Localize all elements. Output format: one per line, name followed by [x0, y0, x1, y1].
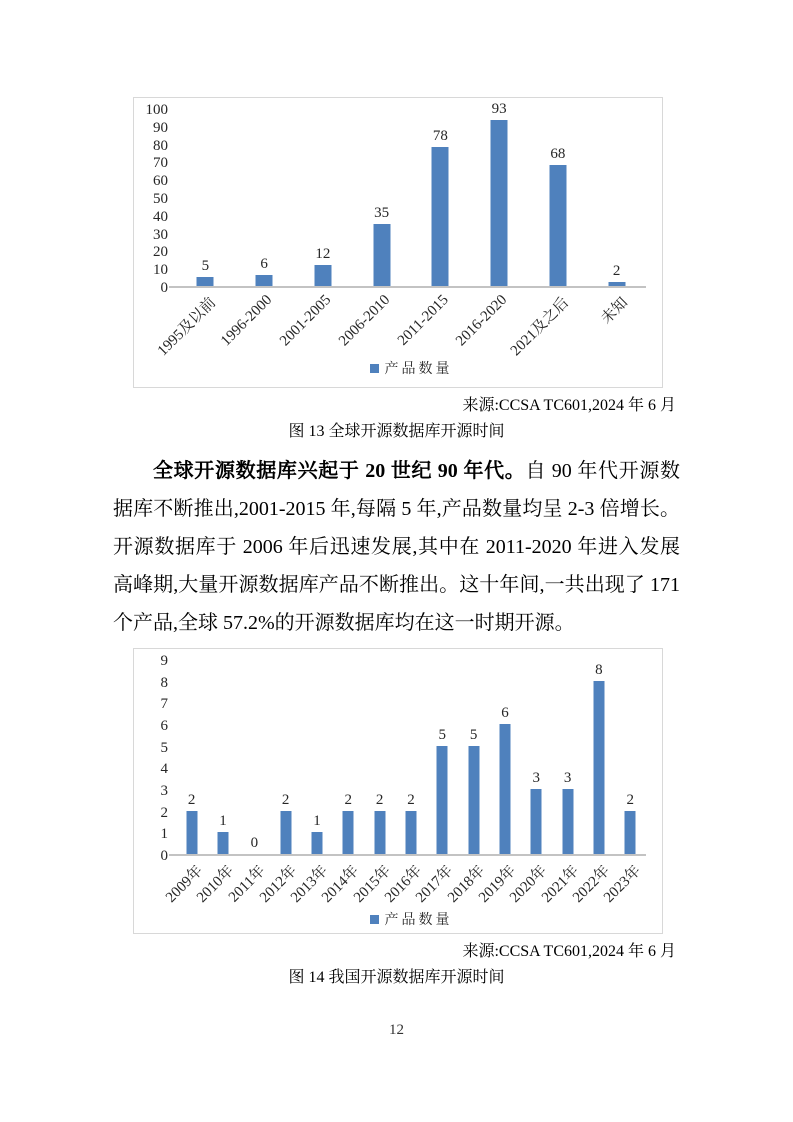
paragraph-bold-lead: 全球开源数据库兴起于 20 世纪 90 年代。: [153, 460, 526, 482]
bar: [280, 811, 291, 854]
bar-value-label: 2: [344, 791, 353, 808]
chart-area: [134, 649, 662, 933]
bar-column: [411, 110, 470, 288]
bar-value-label: 2: [187, 791, 196, 808]
bar-column: [207, 661, 238, 856]
bar-value-label: 8: [595, 661, 603, 678]
legend-label: 产品数量: [384, 913, 453, 928]
x-axis-label: 2023年: [601, 862, 645, 906]
bar-value-label: 2: [626, 791, 634, 808]
bar-value-label: 35: [374, 204, 390, 221]
y-tick-label: 30: [153, 226, 168, 243]
bar: [437, 746, 448, 854]
y-tick-label: 7: [160, 696, 168, 713]
x-axis: [162, 856, 646, 906]
bar-value-label: 68: [550, 145, 566, 162]
plot-row: [142, 101, 646, 296]
x-axis-label: 2021年: [538, 862, 582, 906]
bar: [256, 275, 273, 286]
y-tick-label: 40: [153, 208, 168, 225]
figure14-chart: [133, 648, 663, 934]
bar: [186, 811, 197, 854]
bar: [531, 789, 542, 854]
bar-value-label: 5: [438, 726, 447, 743]
bar: [625, 811, 636, 854]
page-number: 12: [389, 1022, 404, 1038]
bar-value-label: 2: [407, 791, 415, 808]
y-tick-label: 8: [160, 674, 168, 691]
y-tick-label: 6: [160, 718, 168, 735]
bar-value-label: 2: [375, 791, 384, 808]
bar-column: [176, 661, 207, 856]
bar-column: [615, 661, 646, 856]
x-axis-label: 2011年: [225, 862, 269, 906]
x-axis-label: 2014年: [319, 862, 363, 906]
x-axis-label: 2011-2015: [394, 292, 452, 349]
bar-value-label: 6: [260, 256, 268, 273]
x-axis: [155, 288, 646, 360]
x-axis-label: 2015年: [350, 862, 394, 906]
bar-value-label: 78: [432, 128, 448, 145]
bar-column: [458, 661, 489, 856]
bar-value-label: 0: [250, 835, 259, 851]
y-tick-label: 100: [145, 102, 168, 118]
bar-column: [521, 661, 552, 856]
chart-legend: [176, 906, 646, 932]
bar-value-label: 12: [315, 245, 331, 262]
x-axis-label: 2010年: [193, 862, 238, 906]
x-axis-label: 2006-2010: [335, 292, 393, 350]
bar-column: [301, 661, 332, 856]
y-tick-label: 90: [153, 119, 168, 136]
bar-value-label: 5: [469, 726, 478, 743]
bar-column: [176, 110, 235, 288]
figure14-source: 来源:CCSA TC601,2024 年 6 月: [462, 943, 676, 960]
bar-column: [235, 110, 294, 288]
bar-column: [333, 661, 364, 856]
body-paragraph: [113, 452, 680, 642]
bar: [197, 277, 214, 286]
bar: [314, 265, 331, 286]
x-axis-label: 2019年: [475, 862, 520, 906]
y-tick-label: 9: [160, 653, 168, 669]
figure13-caption: 图 13 全球开源数据库开源时间: [288, 423, 505, 440]
x-axis-label: 1996-2000: [218, 292, 276, 350]
y-tick-label: 5: [160, 739, 168, 756]
y-tick-label: 70: [153, 155, 168, 172]
bar-column: [239, 661, 270, 856]
bar-value-label: 93: [491, 101, 507, 118]
bar-column: [583, 661, 614, 856]
chart-area: [134, 98, 662, 387]
y-tick-label: 3: [160, 783, 168, 800]
bar: [217, 832, 228, 854]
bar-column: [352, 110, 411, 288]
y-tick-label: 4: [160, 761, 168, 778]
bar: [608, 282, 625, 286]
bar-value-label: 2: [281, 791, 290, 808]
x-axis-label: 2001-2005: [276, 292, 335, 350]
x-axis-label: 2016-2020: [453, 292, 511, 350]
bar: [562, 789, 573, 854]
x-axis-label: 2013年: [287, 862, 332, 906]
bar-column: [395, 661, 426, 856]
y-axis: [142, 653, 176, 864]
figure13-chart: [133, 97, 663, 388]
bar-column: [587, 110, 646, 288]
bar-column: [529, 110, 588, 288]
bar-column: [470, 101, 529, 288]
x-label-anchor: [601, 856, 646, 906]
bar-value-label: 5: [201, 258, 210, 275]
figure13-source: 来源:CCSA TC601,2024 年 6 月: [462, 397, 676, 414]
y-tick-label: 0: [160, 848, 168, 864]
bar-column: [270, 661, 301, 856]
bar: [499, 724, 510, 854]
x-label-anchor: [587, 288, 646, 352]
x-label-anchor: [507, 288, 588, 360]
x-axis-label: 2012年: [256, 862, 300, 906]
bar: [373, 224, 390, 286]
bar: [374, 811, 385, 854]
bar: [432, 147, 449, 286]
x-axis-label: 未知: [598, 294, 631, 328]
legend-swatch: [370, 915, 379, 924]
y-tick-label: 80: [153, 137, 168, 154]
chart-legend: [176, 352, 646, 384]
bar: [549, 165, 566, 286]
y-tick-label: 2: [160, 804, 168, 821]
bar-column: [364, 661, 395, 856]
bar-value-label: 2: [612, 263, 621, 280]
bar-column: [489, 661, 520, 856]
plot-row: [142, 653, 646, 864]
y-tick-label: 50: [153, 191, 168, 207]
bar-column: [294, 110, 353, 288]
x-axis-label: 2022年: [569, 862, 614, 906]
y-tick-label: 1: [160, 826, 168, 843]
bar-value-label: 3: [563, 770, 572, 787]
paragraph-text: 自 90 年代开源数据库不断推出,2001-2015 年,每隔 5 年,产品数量均呈 2-3 倍增长。开源数据库于 2006 年后迅速发展,其中在 2011-2020 年进入发展高峰期,大量开源数据库产品不断推出。这十年间,一共出现了 171 个产品,全球 57.2%的开源数据库均在这一时期开源。: [113, 460, 681, 634]
plot-area: [176, 101, 646, 288]
legend-label: 产品数量: [384, 362, 453, 377]
bar-column: [427, 661, 458, 856]
legend-swatch: [370, 364, 379, 373]
y-tick-label: 60: [153, 173, 168, 190]
bar-value-label: 1: [313, 813, 321, 830]
bar: [405, 811, 416, 854]
y-axis: [142, 102, 176, 296]
bar-value-label: 3: [532, 770, 541, 787]
y-tick-label: 20: [153, 244, 168, 261]
x-axis-label: 2017年: [413, 862, 457, 906]
y-tick-label: 10: [153, 262, 168, 279]
x-axis-label: 2009年: [162, 862, 206, 906]
bar-value-label: 6: [501, 705, 509, 722]
bar: [491, 120, 508, 286]
bar: [343, 811, 354, 854]
x-axis-label: 2020年: [507, 862, 551, 906]
plot-area: [176, 661, 646, 856]
y-tick-label: 0: [160, 280, 168, 296]
x-axis-label: 2016年: [381, 862, 426, 906]
x-axis-label: 2021及之后: [507, 294, 573, 360]
x-axis-label: 2018年: [444, 862, 488, 906]
bar-column: [552, 661, 583, 856]
bar-value-label: 1: [219, 813, 227, 830]
x-axis-label: 1995及以前: [155, 294, 220, 360]
bar: [468, 746, 479, 854]
figure14-caption: 图 14 我国开源数据库开源时间: [288, 969, 505, 986]
bar: [311, 832, 322, 854]
bar: [593, 681, 604, 854]
